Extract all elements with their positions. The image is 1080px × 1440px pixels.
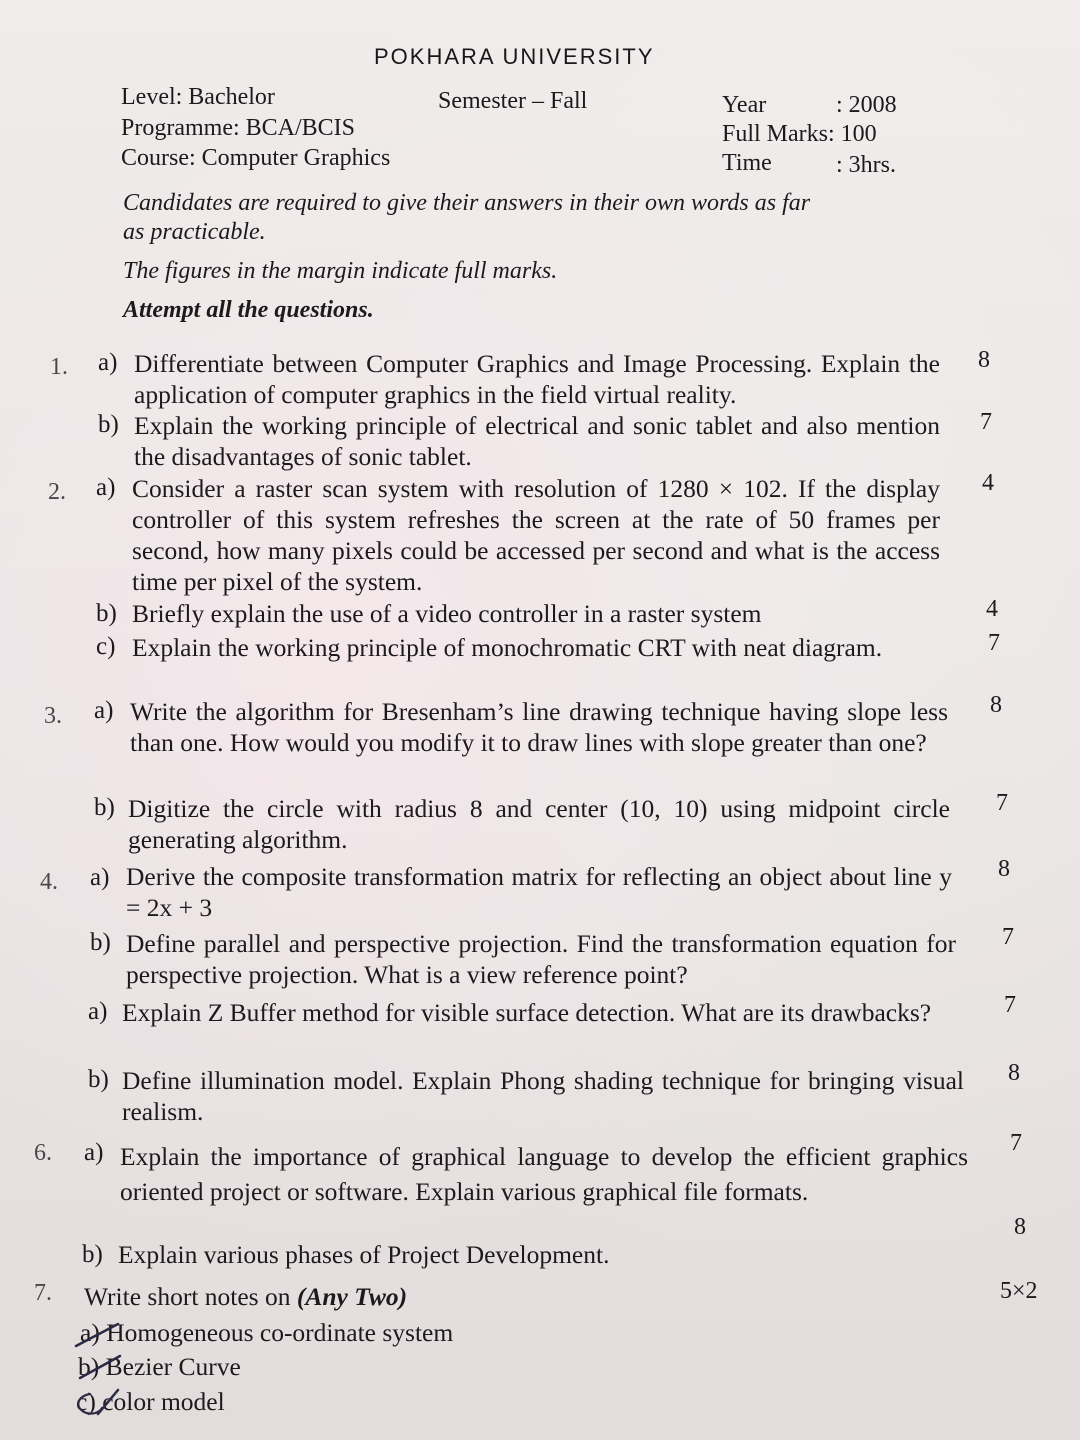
part-label: c) [96,633,116,660]
short-notes-prompt [84,1282,407,1312]
marks-value: 5×2 [1000,1278,1038,1304]
part-label: b) [98,411,119,438]
part-label: a) [84,1139,104,1166]
question-text: Write the algorithm for Bresenham’s line drawing technique having slope less than one. How would you modify it to draw lines with slope greater than one? [130,697,948,757]
course-text: Course: Computer Graphics [121,145,391,171]
question-text: Derive the composite transformation matrix for reflecting an object about line y = 2x + 3 [126,862,952,922]
short-note-text: color model [102,1387,225,1416]
question-text: Explain Z Buffer method for visible surface detection. What are its drawbacks? [122,998,932,1027]
question-text: Define illumination model. Explain Phong shading technique for bringing visual realism. [122,1066,964,1126]
marks-value: 4 [986,596,998,622]
marks-value: 7 [980,409,992,435]
question-number: 2. [48,479,66,505]
instruction-line-1: Candidates are required to give their answers in their own words as far [123,190,811,216]
marks-value: 8 [998,856,1010,882]
marks-value: 7 [988,630,1000,656]
marks-value: 8 [978,347,990,373]
part-label: a) [96,474,116,501]
short-note-label: c) [76,1387,96,1416]
marks-value: 7 [1004,992,1016,1018]
marks-value: 7 [1010,1130,1022,1156]
short-note-label: a) [80,1318,100,1347]
year-value: : 2008 [836,92,897,118]
instruction-line-3: The figures in the margin indicate full marks. [123,258,558,284]
part-label: b) [82,1241,103,1268]
marks-value: 8 [1014,1214,1026,1240]
question-text: Briefly explain the use of a video controller in a raster system [132,599,762,628]
pen-mark-icon [70,1316,140,1426]
question-number: 4. [40,869,58,895]
question-text: Differentiate between Computer Graphics and Image Processing. Explain the application of computer graphics in the field virtual reality. [134,349,940,409]
programme-text: Programme: BCA/BCIS [121,115,356,141]
question-text: Define parallel and perspective projection. Find the transformation equation for perspective projection. What is a view reference point? [126,929,956,989]
marks-value: 4 [982,470,994,496]
time-label: Time [722,150,772,176]
question-text: Explain the importance of graphical language to develop the efficient graphics oriented project or software. Explain various graphical file formats. [120,1142,968,1206]
part-label: a) [94,697,114,724]
part-label: a) [88,998,108,1025]
part-label: b) [90,929,111,956]
part-label: a) [90,864,110,891]
question-text: Explain the working principle of monochromatic CRT with neat diagram. [132,633,883,662]
semester-text: Semester – Fall [438,88,588,114]
question-number: 3. [44,703,62,729]
level-text: Level: Bachelor [121,84,275,110]
question-number: 7. [34,1280,52,1306]
marks-value: 8 [990,692,1002,718]
question-text: Consider a raster scan system with resolution of 1280 × 102. If the display controller of this system refreshes the screen at the rate of 50 frames per second, how many pixels could be accessed per second and what is the access time per pixel of the system. [132,474,940,596]
question-number: 1. [50,354,68,380]
short-notes-prompt-text: Write short notes on [84,1282,291,1311]
marks-value: 7 [1002,924,1014,950]
short-note-text: Bezier Curve [105,1352,241,1381]
question-text: Explain various phases of Project Development. [118,1240,610,1269]
instruction-line-4: Attempt all the questions. [123,297,374,323]
marks-value: 7 [996,790,1008,816]
year-label: Year [722,92,767,118]
marks-value: 8 [1008,1060,1020,1086]
short-notes-qualifier: (Any Two) [296,1282,408,1311]
part-label: a) [98,349,118,376]
part-label: b) [96,600,117,627]
question-text: Digitize the circle with radius 8 and center (10, 10) using midpoint circle generating algorithm. [128,794,950,854]
full-marks-text: Full Marks: 100 [722,121,877,147]
short-note-text: Homogeneous co-ordinate system [106,1318,454,1347]
short-note-label: b) [78,1352,100,1381]
question-text: Explain the working principle of electrical and sonic tablet and also mention the disadvantages of sonic tablet. [134,411,940,471]
time-value: : 3hrs. [836,152,896,178]
part-label: b) [94,794,115,821]
instruction-line-2: as practicable. [123,219,266,245]
university-title: POKHARA UNIVERSITY [374,44,655,69]
part-label: b) [88,1066,109,1093]
question-number: 6. [34,1140,52,1166]
